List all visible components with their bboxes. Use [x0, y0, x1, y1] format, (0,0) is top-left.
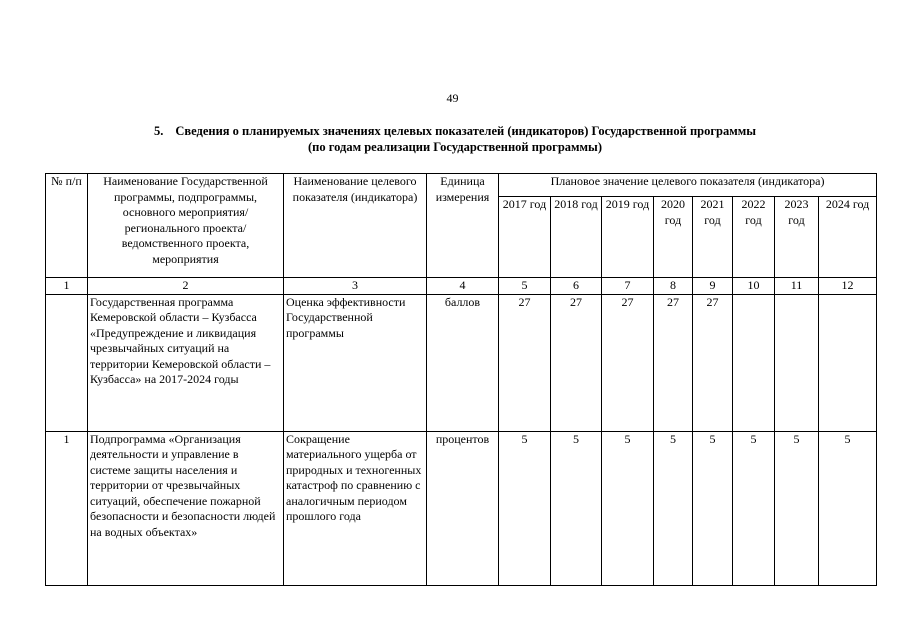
row-value [775, 294, 819, 431]
header-year: 2018 год [551, 197, 602, 278]
column-number: 10 [733, 278, 775, 295]
section-title-line1: Сведения о планируемых значениях целевых показателей (индикаторов) Государственной программы [175, 124, 757, 138]
row-value: 27 [602, 294, 654, 431]
row-value: 27 [499, 294, 551, 431]
row-unit: баллов [427, 294, 499, 431]
row-program-name: Подпрограмма «Организация деятельности и управление в системе защиты населения и территории от чрезвычайных ситуаций, обеспечение пожарной безопасности и безопасности людей на водных объектах» [88, 431, 284, 585]
row-value: 5 [733, 431, 775, 585]
column-number: 5 [499, 278, 551, 295]
row-value: 5 [819, 431, 877, 585]
row-value: 5 [602, 431, 654, 585]
header-program-name: Наименование Государственной программы, подпрограммы, основного мероприятия/регионального проекта/ведомственного проекта, мероприятия [88, 174, 284, 278]
row-program-name: Государственная программа Кемеровской области – Кузбасса «Предупреждение и ликвидация чрезвычайных ситуаций на территории Кемеровской области – Кузбасса» на 2017-2024 годы [88, 294, 284, 431]
header-year: 2019 год [602, 197, 654, 278]
column-number: 2 [88, 278, 284, 295]
header-year: 2017 год [499, 197, 551, 278]
row-indicator-name: Оценка эффективности Государственной программы [284, 294, 427, 431]
table-row [46, 294, 877, 431]
table-row [46, 431, 877, 585]
section-title [40, 123, 870, 155]
header-unit: Единица измерения [427, 174, 499, 278]
header-row [46, 174, 877, 197]
row-value: 27 [551, 294, 602, 431]
column-number: 12 [819, 278, 877, 295]
section-number: 5. [153, 124, 164, 138]
header-indicator-name: Наименование целевого показателя (индикатора) [284, 174, 427, 278]
column-number: 3 [284, 278, 427, 295]
row-value: 5 [775, 431, 819, 585]
header-year: 2024 год [819, 197, 877, 278]
row-num: 1 [46, 431, 88, 585]
section-title-line2: (по годам реализации Государственной программы) [308, 140, 602, 154]
column-number: 8 [654, 278, 693, 295]
row-num [46, 294, 88, 431]
column-numbers-row [46, 278, 877, 295]
header-year: 2020 год [654, 197, 693, 278]
page-number: 49 [446, 91, 459, 105]
header-num: № п/п [46, 174, 88, 278]
row-value [733, 294, 775, 431]
indicators-table [45, 173, 877, 586]
header-year: 2022 год [733, 197, 775, 278]
header-planned-value: Плановое значение целевого показателя (индикатора) [499, 174, 877, 197]
row-indicator-name: Сокращение материального ущерба от природных и техногенных катастроф по сравнению с аналогичным периодом прошлого года [284, 431, 427, 585]
column-number: 11 [775, 278, 819, 295]
header-year: 2023 год [775, 197, 819, 278]
row-value: 5 [654, 431, 693, 585]
row-value: 27 [693, 294, 733, 431]
row-unit: процентов [427, 431, 499, 585]
header-year: 2021 год [693, 197, 733, 278]
column-number: 6 [551, 278, 602, 295]
column-number: 4 [427, 278, 499, 295]
row-value: 27 [654, 294, 693, 431]
column-number: 7 [602, 278, 654, 295]
column-number: 9 [693, 278, 733, 295]
row-value: 5 [499, 431, 551, 585]
row-value: 5 [693, 431, 733, 585]
column-number: 1 [46, 278, 88, 295]
row-value [819, 294, 877, 431]
row-value: 5 [551, 431, 602, 585]
